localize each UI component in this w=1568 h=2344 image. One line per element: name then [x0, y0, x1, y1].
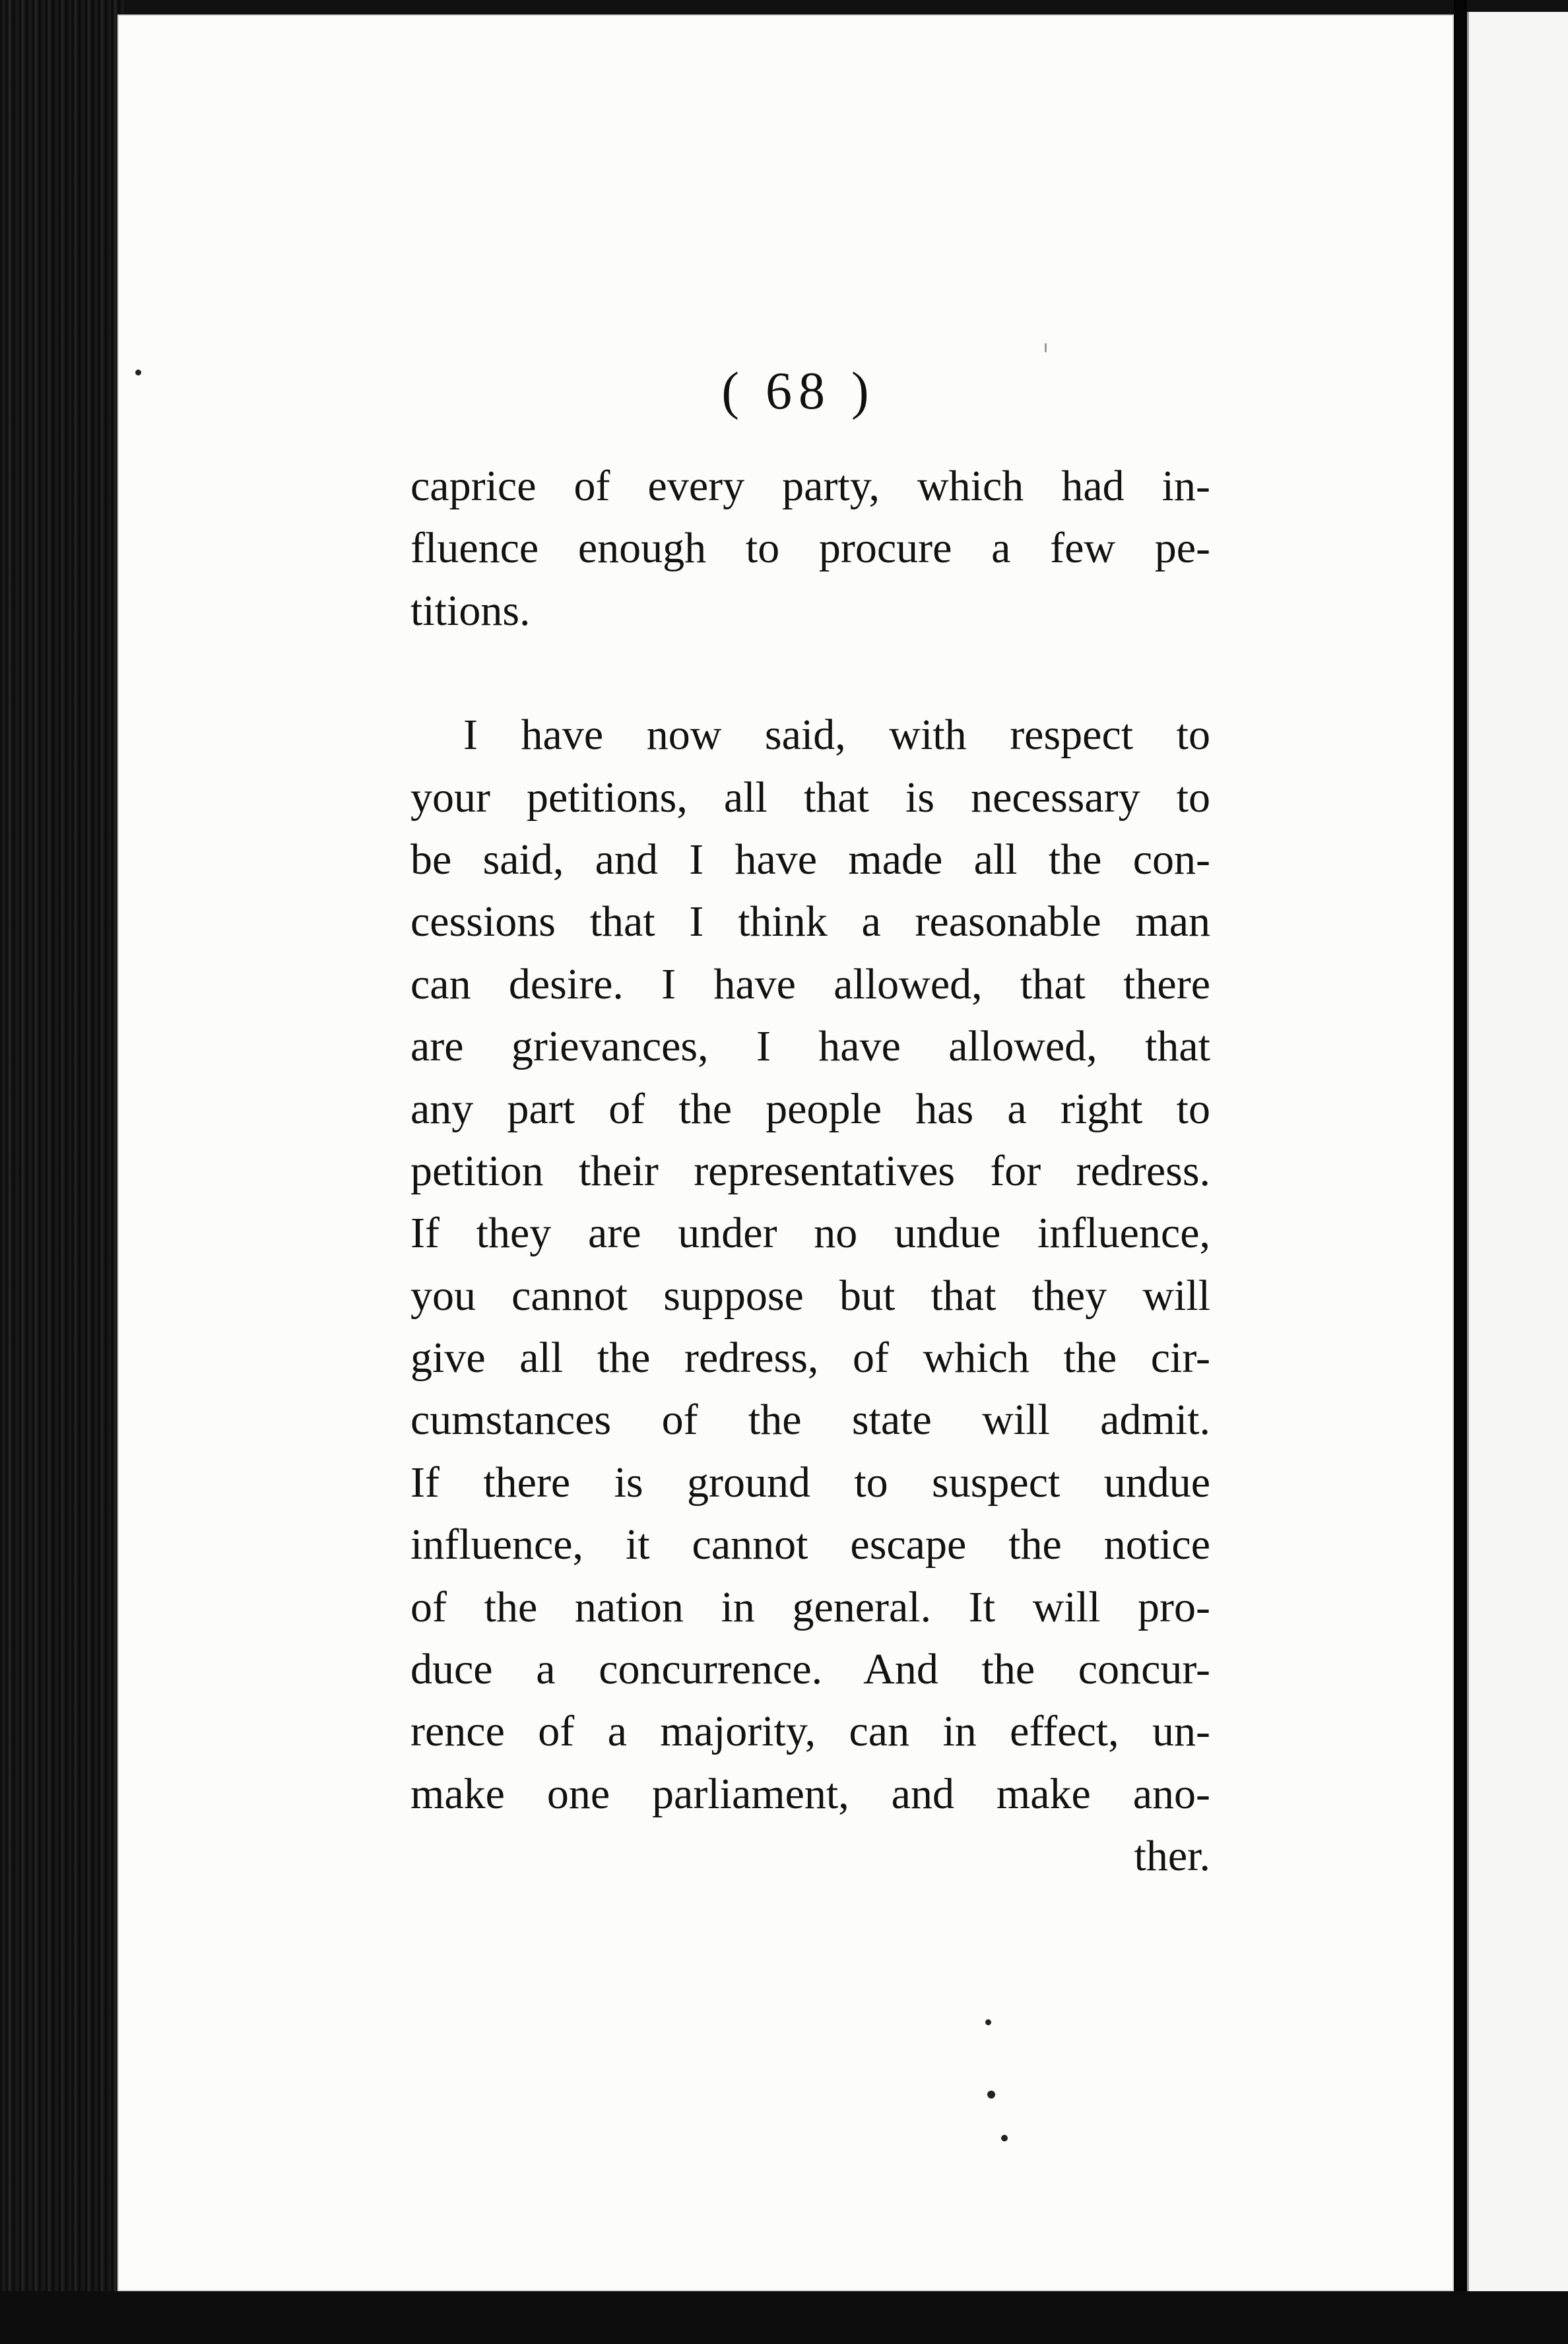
text-line: caprice of every party, which had in-	[410, 462, 1210, 510]
text-line: influence, it cannot escape the notice	[410, 1520, 1210, 1569]
text-line: If they are under no undue influence,	[410, 1209, 1210, 1258]
text-line: any part of the people has a right to	[410, 1084, 1210, 1133]
scan-bottom-margin	[0, 2291, 1568, 2344]
facing-page-edge	[1467, 12, 1568, 2295]
text-line: petition their representatives for redress.	[410, 1146, 1210, 1195]
paragraph-1	[410, 455, 1210, 642]
paragraph-2	[410, 704, 1210, 1825]
text-line: are grievances, I have allowed, that	[410, 1022, 1210, 1071]
text-line: titions.	[410, 586, 531, 635]
text-line: make one parliament, and make ano-	[410, 1769, 1210, 1818]
catchword: ther.	[1134, 1832, 1210, 1881]
text-line: cessions that I think a reasonable man	[410, 897, 1210, 946]
scan-speck	[987, 2091, 995, 2099]
text-line: you cannot suppose but that they will	[410, 1271, 1210, 1320]
catchword-line	[410, 1825, 1210, 1887]
text-line: fluence enough to procure a few pe-	[410, 524, 1210, 573]
scan-speck	[985, 2019, 991, 2025]
paragraph-gap	[410, 642, 1210, 704]
text-line: be said, and I have made all the con-	[410, 835, 1210, 884]
scan-speck	[135, 370, 141, 375]
book-binding-edge	[0, 0, 125, 2344]
text-line: give all the redress, of which the cir-	[410, 1334, 1210, 1383]
text-line: of the nation in general. It will pro-	[410, 1582, 1210, 1631]
page-gutter-shadow	[1454, 0, 1467, 2344]
text-line: If there is ground to suspect undue	[410, 1458, 1210, 1507]
text-line: cumstances of the state will admit.	[410, 1396, 1210, 1445]
page-text	[410, 455, 1210, 1888]
text-line: can desire. I have allowed, that there	[410, 960, 1210, 1008]
text-line: rence of a majority, can in effect, un-	[410, 1707, 1210, 1756]
text-line: I have now said, with respect to	[463, 711, 1210, 760]
text-line: duce a concurrence. And the concur-	[410, 1645, 1210, 1694]
page-number: ( 68 )	[721, 362, 876, 420]
scan-speck	[1001, 2135, 1008, 2141]
scan-speck	[1045, 343, 1047, 352]
text-line: your petitions, all that is necessary to	[410, 773, 1210, 822]
